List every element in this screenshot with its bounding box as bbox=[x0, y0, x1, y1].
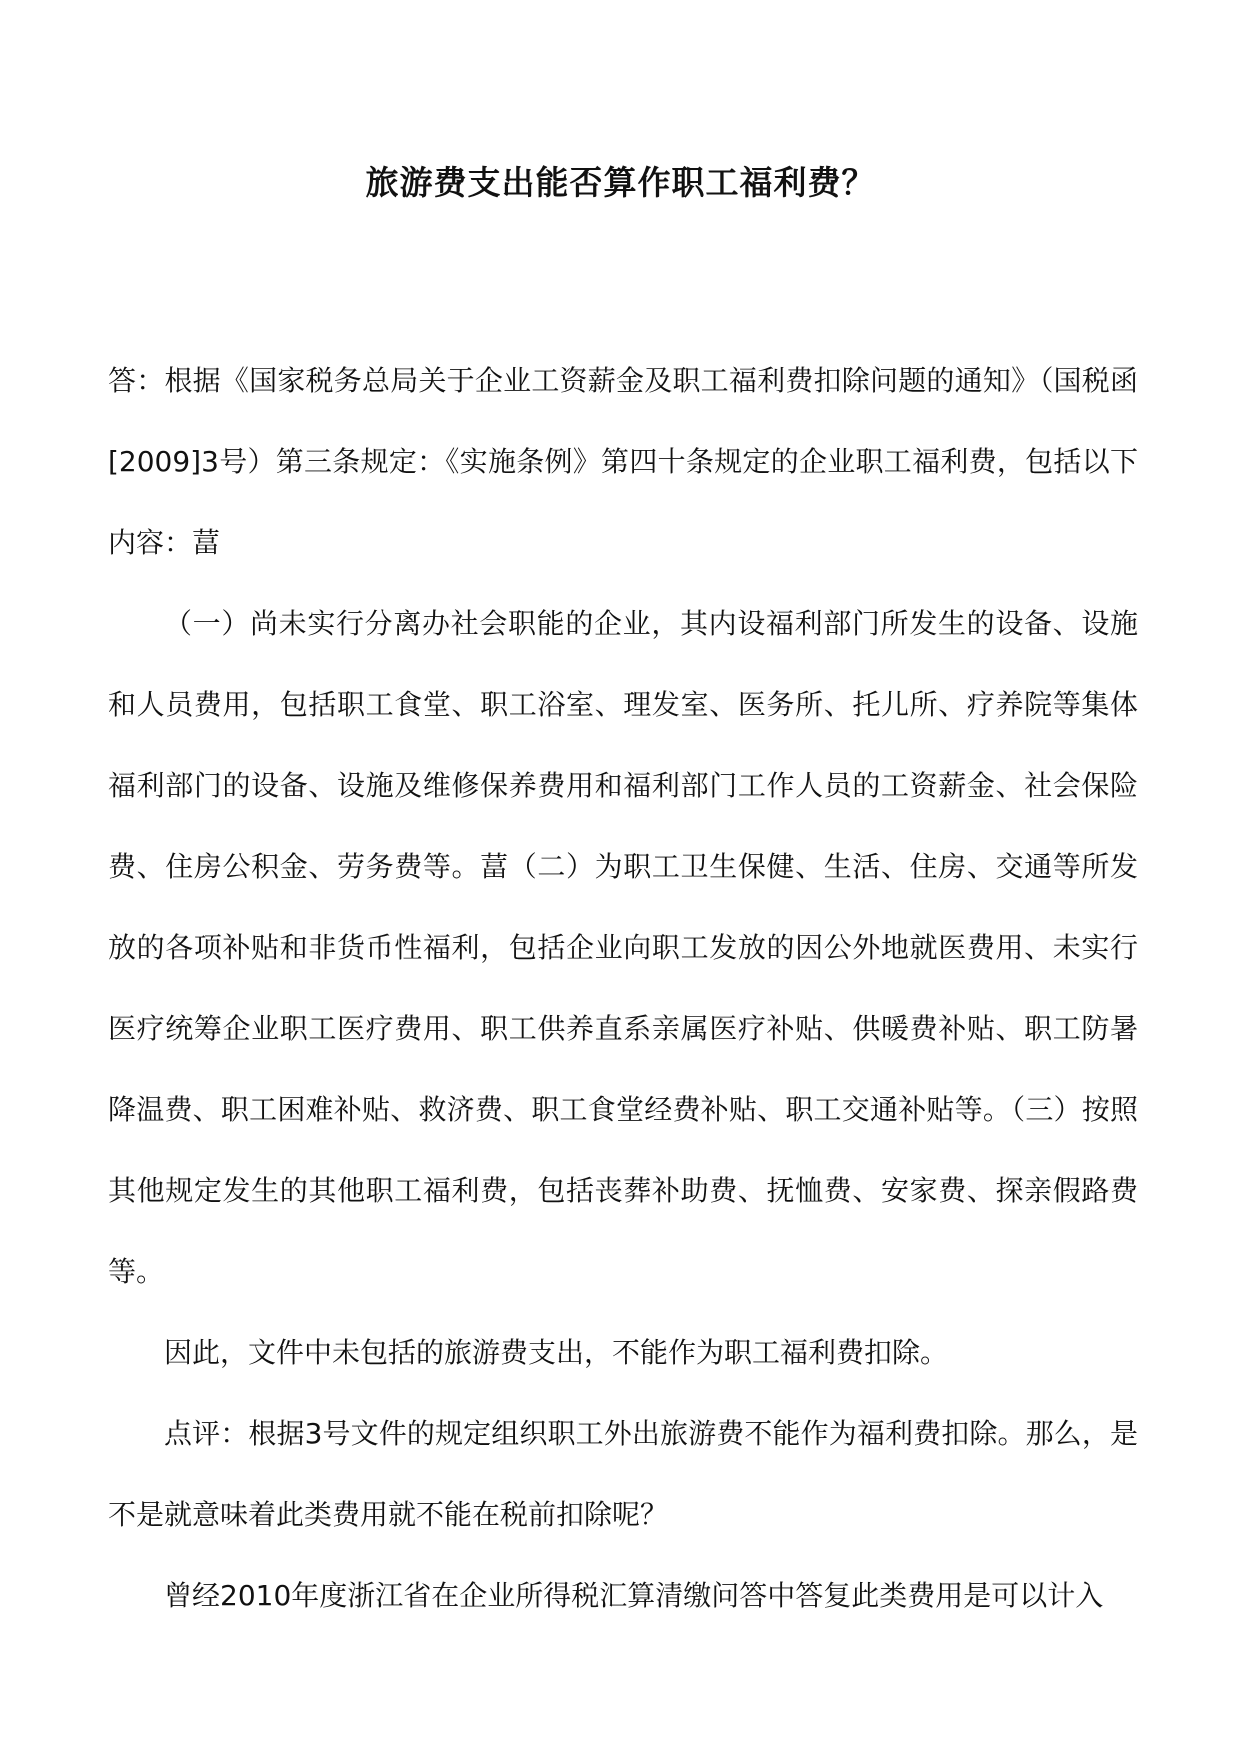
paragraph-item-1 bbox=[108, 583, 1138, 1312]
document-title: 旅游费支出能否算作职工福利费？ bbox=[365, 163, 876, 202]
paragraph-comment: 点评：根据3号文件的规定组织职工外出旅游费不能作为福利费扣除。那么，是不是就意味着此类费用就不能在税前扣除呢？ bbox=[108, 1417, 1138, 1531]
paragraph-history: 曾经2010年度浙江省在企业所得税汇算清缴问答中答复此类费用是可以计入 bbox=[164, 1579, 1104, 1612]
garbled-char-mark: 葍 bbox=[192, 526, 221, 559]
paragraph-item-2-3-text: （二）为职工卫生保健、生活、住房、交通等所发放的各项补贴和非货币性福利，包括企业向职工发放的因公外地就医费用、未实行医疗统筹企业职工医疗费用、职工供养直系亲属医疗补贴、供暖费补贴、职工防暑降温费、职工困难补贴、救济费、职工食堂经费补贴、职工交通补贴等。（三）按照其他规定发生的其他职工福利费，包括丧葬补助费、抚恤费、安家费、探亲假路费等。 bbox=[108, 850, 1138, 1288]
garbled-char-mark: 葍 bbox=[480, 850, 509, 883]
paragraph-answer bbox=[108, 340, 1138, 583]
paragraph-item-1-text: （一）尚未实行分离办社会职能的企业，其内设福利部门所发生的设备、设施和人员费用，包括职工食堂、职工浴室、理发室、医务所、托儿所、疗养院等集体福利部门的设备、设施及维修保养费用和福利部门工作人员的工资薪金、社会保险费、住房公积金、劳务费等。 bbox=[108, 607, 1138, 883]
paragraph-answer-text: 答：根据《国家税务总局关于企业工资薪金及职工福利费扣除问题的通知》（国税函[2009]3号）第三条规定：《实施条例》第四十条规定的企业职工福利费，包括以下内容： bbox=[108, 364, 1138, 559]
document-body bbox=[108, 340, 1138, 1636]
paragraph-conclusion: 因此，文件中未包括的旅游费支出，不能作为职工福利费扣除。 bbox=[164, 1336, 949, 1369]
